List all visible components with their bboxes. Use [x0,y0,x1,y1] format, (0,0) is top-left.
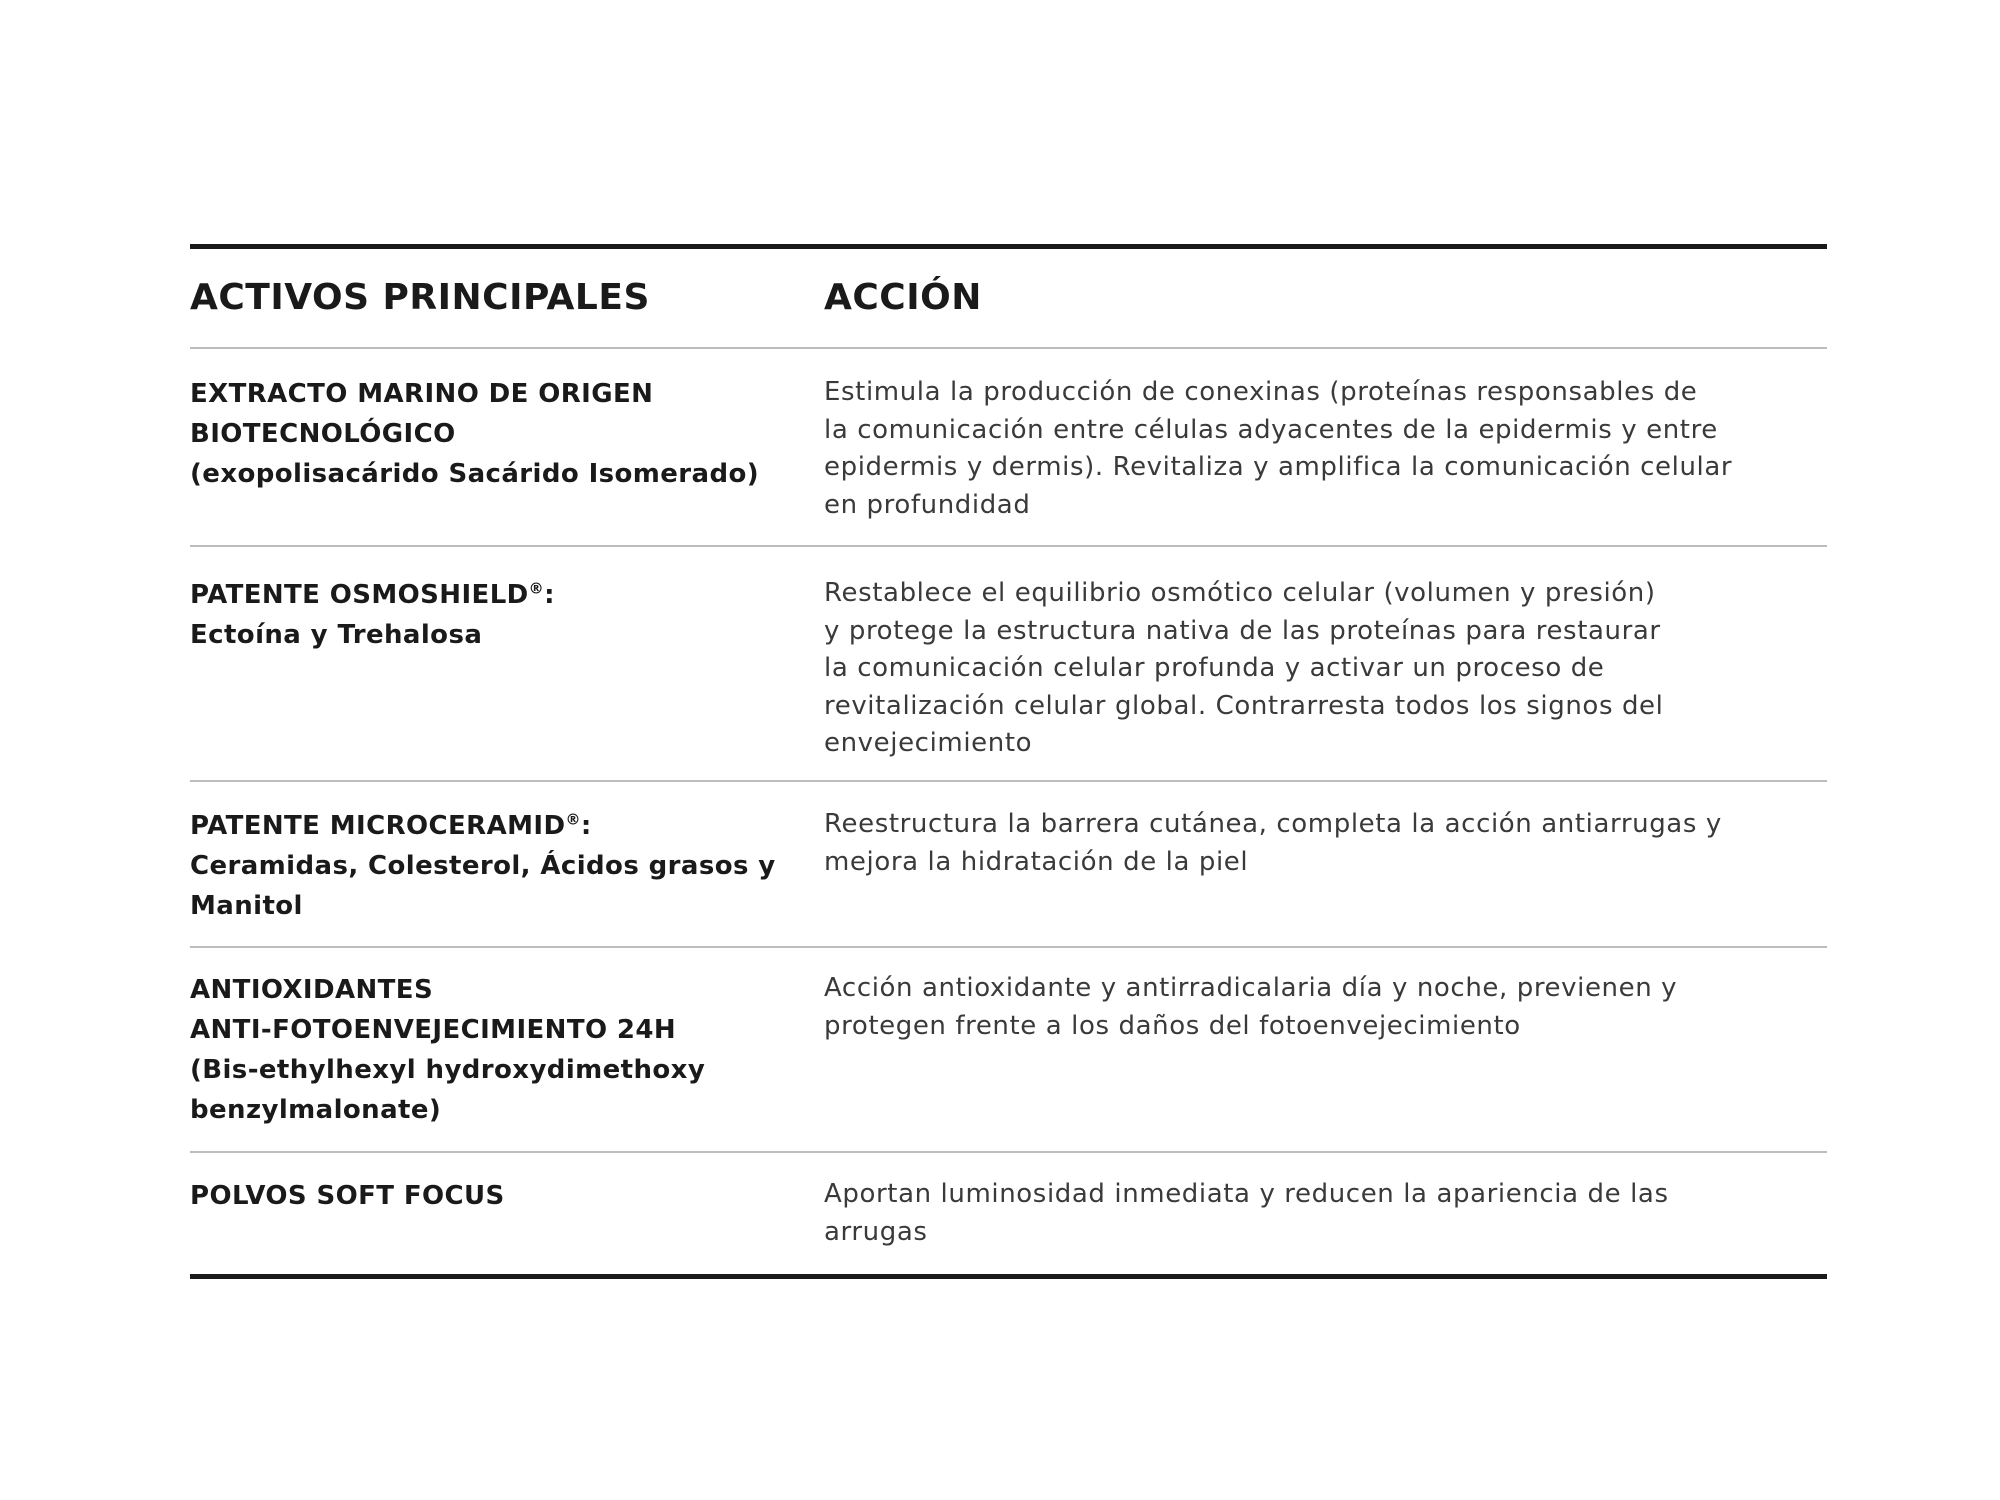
action-cell [824,1176,1827,1274]
actives-table [190,244,1827,1279]
patent-name: PATENTE OSMOSHIELD [190,580,529,610]
active-line: ANTIOXIDANTES [190,975,434,1005]
action-line: mejora la hidratación de la piel [824,846,1249,877]
table-row [190,782,1827,946]
patent-name: PATENTE MICROCERAMID [190,811,566,841]
active-ingredient-cell [190,970,824,1151]
action-line: Aportan luminosidad inmediata y reducen la apariencia de las [824,1179,1669,1209]
action-cell [824,575,1827,780]
action-line: revitalización celular global. Contrarresta todos los signos del [824,690,1664,721]
active-line [190,575,824,615]
colon: : [580,811,592,841]
active-line: benzylmalonate) [190,1095,442,1125]
table-row [190,948,1827,1151]
action-cell [824,970,1827,1151]
action-line: la comunicación celular profunda y activar un proceso de [824,653,1605,683]
colon: : [544,580,555,610]
active-ingredient-cell [190,575,824,780]
header-actives: ACTIVOS PRINCIPALES [190,277,650,318]
action-line: la comunicación entre células adyacentes de la epidermis y entre [824,414,1718,445]
table-row [190,1153,1827,1274]
active-ingredient-cell [190,374,824,545]
header-action: ACCIÓN [824,277,982,318]
action-line: Estimula la producción de conexinas (proteínas responsables de [824,377,1698,407]
action-line: epidermis y dermis). Revitaliza y amplifica la comunicación celular [824,452,1733,482]
active-line: POLVOS SOFT FOCUS [190,1181,505,1211]
registered-mark: ® [565,810,581,829]
active-line: BIOTECNOLÓGICO [190,419,456,449]
action-line: en profundidad [824,489,1031,520]
action-line: Reestructura la barrera cutánea, completa la acción antiarrugas y [824,809,1722,839]
registered-mark: ® [528,579,545,598]
table-bottom-rule [190,1274,1827,1279]
action-line: envejecimiento [824,728,1033,758]
active-ingredient-cell [190,806,824,946]
active-ingredient-cell [190,1176,824,1274]
active-line [190,806,824,846]
action-cell [824,806,1827,946]
active-line: EXTRACTO MARINO DE ORIGEN [190,379,654,409]
active-line: Ectoína y Trehalosa [190,620,483,650]
action-line: Acción antioxidante y antirradicalaria día y noche, previenen y [824,973,1678,1003]
action-line: Restablece el equilibrio osmótico celular (volumen y presión) [824,578,1656,608]
active-line: (Bis-ethylhexyl hydroxydimethoxy [190,1055,706,1085]
action-line: arrugas [824,1216,928,1247]
table-row [190,547,1827,780]
active-line: ANTI-FOTOENVEJECIMIENTO 24H [190,1015,677,1045]
action-line: y protege la estructura nativa de las proteínas para restaurar [824,615,1661,646]
active-line: Ceramidas, Colesterol, Ácidos grasos y [190,851,776,881]
active-line: (exopolisacárido Sacárido Isomerado) [190,459,760,489]
action-line: protegen frente a los daños del fotoenvejecimiento [824,1010,1521,1041]
table-row [190,349,1827,545]
active-line: Manitol [190,891,303,921]
action-cell [824,374,1827,545]
table-header [190,249,1827,347]
